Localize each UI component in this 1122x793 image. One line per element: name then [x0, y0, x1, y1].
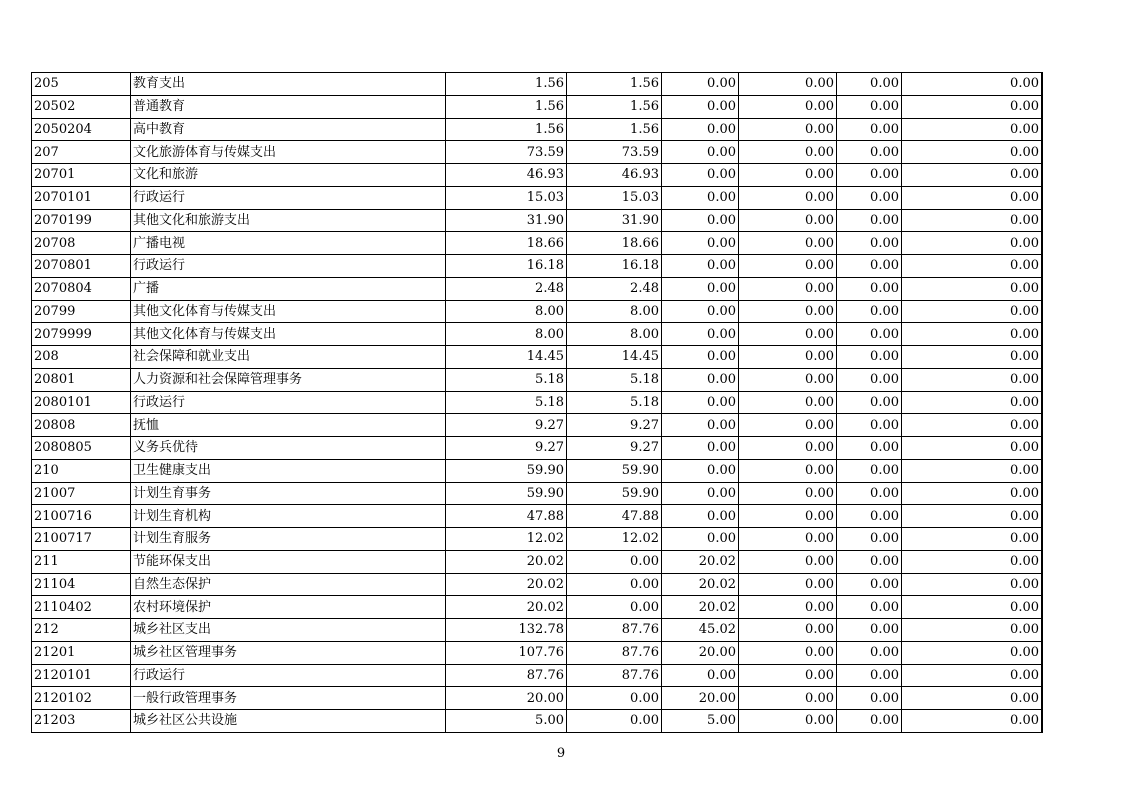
row-value-cell: 0.00 [662, 459, 739, 482]
row-code-cell: 2050204 [32, 118, 131, 141]
row-value-cell: 0.00 [837, 437, 902, 460]
row-value-cell: 0.00 [739, 255, 837, 278]
row-value-cell: 0.00 [837, 95, 902, 118]
table-row [32, 437, 1043, 460]
row-value-cell: 87.76 [567, 664, 662, 687]
row-value-cell: 0.00 [902, 664, 1043, 687]
row-name-cell: 广播 [131, 277, 446, 300]
table-row [32, 619, 1043, 642]
table-row [32, 596, 1043, 619]
row-value-cell: 0.00 [902, 414, 1043, 437]
row-name-cell: 文化和旅游 [131, 164, 446, 187]
row-code-cell: 20808 [32, 414, 131, 437]
row-code-cell: 21104 [32, 573, 131, 596]
table-row [32, 186, 1043, 209]
table-row [32, 641, 1043, 664]
row-value-cell: 0.00 [902, 73, 1043, 96]
row-value-cell: 0.00 [662, 141, 739, 164]
row-value-cell: 0.00 [837, 687, 902, 710]
row-value-cell: 0.00 [739, 118, 837, 141]
row-code-cell: 2070801 [32, 255, 131, 278]
row-value-cell: 0.00 [837, 164, 902, 187]
row-value-cell: 0.00 [902, 619, 1043, 642]
row-value-cell: 87.76 [446, 664, 567, 687]
row-value-cell: 0.00 [837, 141, 902, 164]
row-value-cell: 0.00 [739, 619, 837, 642]
row-value-cell: 14.45 [446, 346, 567, 369]
row-value-cell: 9.27 [446, 414, 567, 437]
row-code-cell: 20701 [32, 164, 131, 187]
row-value-cell: 5.00 [446, 710, 567, 733]
row-value-cell: 0.00 [739, 437, 837, 460]
row-code-cell: 2080805 [32, 437, 131, 460]
row-code-cell: 210 [32, 459, 131, 482]
row-value-cell: 0.00 [739, 710, 837, 733]
row-value-cell: 20.00 [662, 641, 739, 664]
row-value-cell: 15.03 [567, 186, 662, 209]
row-value-cell: 59.90 [567, 482, 662, 505]
row-name-cell: 行政运行 [131, 664, 446, 687]
row-value-cell: 0.00 [902, 482, 1043, 505]
row-value-cell: 20.02 [446, 550, 567, 573]
row-value-cell: 0.00 [739, 596, 837, 619]
row-value-cell: 0.00 [902, 118, 1043, 141]
row-value-cell: 0.00 [567, 710, 662, 733]
row-value-cell: 0.00 [739, 323, 837, 346]
row-value-cell: 87.76 [567, 619, 662, 642]
table-row [32, 300, 1043, 323]
row-name-cell: 行政运行 [131, 391, 446, 414]
row-value-cell: 0.00 [902, 141, 1043, 164]
row-name-cell: 其他文化和旅游支出 [131, 209, 446, 232]
row-value-cell: 8.00 [567, 300, 662, 323]
row-value-cell: 9.27 [446, 437, 567, 460]
row-value-cell: 0.00 [902, 437, 1043, 460]
row-value-cell: 0.00 [837, 391, 902, 414]
row-value-cell: 0.00 [902, 550, 1043, 573]
row-code-cell: 20708 [32, 232, 131, 255]
row-value-cell: 0.00 [662, 232, 739, 255]
row-name-cell: 社会保障和就业支出 [131, 346, 446, 369]
row-value-cell: 0.00 [662, 118, 739, 141]
row-code-cell: 2100716 [32, 505, 131, 528]
row-name-cell: 一般行政管理事务 [131, 687, 446, 710]
row-value-cell: 0.00 [837, 550, 902, 573]
row-value-cell: 0.00 [902, 255, 1043, 278]
row-value-cell: 0.00 [739, 277, 837, 300]
row-value-cell: 0.00 [837, 573, 902, 596]
row-code-cell: 2120102 [32, 687, 131, 710]
row-name-cell: 普通教育 [131, 95, 446, 118]
row-value-cell: 0.00 [662, 437, 739, 460]
row-value-cell: 0.00 [902, 391, 1043, 414]
row-value-cell: 73.59 [446, 141, 567, 164]
table-row [32, 391, 1043, 414]
row-value-cell: 31.90 [567, 209, 662, 232]
row-code-cell: 2080101 [32, 391, 131, 414]
row-name-cell: 城乡社区公共设施 [131, 710, 446, 733]
row-value-cell: 0.00 [739, 391, 837, 414]
row-value-cell: 0.00 [837, 346, 902, 369]
row-name-cell: 广播电视 [131, 232, 446, 255]
row-value-cell: 20.02 [446, 596, 567, 619]
table-row [32, 550, 1043, 573]
row-value-cell: 0.00 [902, 300, 1043, 323]
row-value-cell: 0.00 [902, 459, 1043, 482]
row-value-cell: 59.90 [567, 459, 662, 482]
table-row [32, 141, 1043, 164]
row-value-cell: 0.00 [837, 482, 902, 505]
row-value-cell: 0.00 [837, 414, 902, 437]
row-value-cell: 20.02 [446, 573, 567, 596]
row-value-cell: 0.00 [837, 255, 902, 278]
row-value-cell: 0.00 [902, 209, 1043, 232]
row-code-cell: 2110402 [32, 596, 131, 619]
table-row [32, 95, 1043, 118]
row-value-cell: 5.00 [662, 710, 739, 733]
row-value-cell: 0.00 [837, 232, 902, 255]
row-value-cell: 0.00 [837, 368, 902, 391]
row-value-cell: 46.93 [567, 164, 662, 187]
row-value-cell: 87.76 [567, 641, 662, 664]
row-code-cell: 2070199 [32, 209, 131, 232]
row-value-cell: 0.00 [662, 186, 739, 209]
table-row [32, 346, 1043, 369]
table-row [32, 255, 1043, 278]
row-value-cell: 0.00 [837, 664, 902, 687]
row-value-cell: 0.00 [902, 528, 1043, 551]
row-value-cell: 0.00 [902, 687, 1043, 710]
row-value-cell: 0.00 [902, 710, 1043, 733]
row-value-cell: 0.00 [739, 505, 837, 528]
row-value-cell: 1.56 [567, 73, 662, 96]
row-value-cell: 0.00 [662, 323, 739, 346]
row-value-cell: 0.00 [739, 73, 837, 96]
row-name-cell: 自然生态保护 [131, 573, 446, 596]
row-value-cell: 0.00 [662, 255, 739, 278]
row-value-cell: 107.76 [446, 641, 567, 664]
row-code-cell: 205 [32, 73, 131, 96]
row-code-cell: 211 [32, 550, 131, 573]
row-value-cell: 0.00 [662, 209, 739, 232]
row-value-cell: 0.00 [837, 710, 902, 733]
row-value-cell: 0.00 [837, 73, 902, 96]
row-value-cell: 0.00 [739, 687, 837, 710]
row-value-cell: 0.00 [739, 641, 837, 664]
row-code-cell: 20502 [32, 95, 131, 118]
row-value-cell: 0.00 [837, 641, 902, 664]
row-value-cell: 1.56 [567, 118, 662, 141]
table-row [32, 232, 1043, 255]
row-value-cell: 0.00 [902, 505, 1043, 528]
row-value-cell: 0.00 [739, 414, 837, 437]
row-value-cell: 5.18 [567, 368, 662, 391]
row-value-cell: 0.00 [902, 95, 1043, 118]
row-value-cell: 12.02 [446, 528, 567, 551]
row-value-cell: 0.00 [739, 368, 837, 391]
row-value-cell: 0.00 [662, 277, 739, 300]
table-row [32, 528, 1043, 551]
row-value-cell: 0.00 [902, 277, 1043, 300]
row-name-cell: 人力资源和社会保障管理事务 [131, 368, 446, 391]
row-code-cell: 2120101 [32, 664, 131, 687]
row-value-cell: 73.59 [567, 141, 662, 164]
table-row [32, 573, 1043, 596]
row-value-cell: 20.02 [662, 596, 739, 619]
row-value-cell: 0.00 [662, 95, 739, 118]
row-name-cell: 文化旅游体育与传媒支出 [131, 141, 446, 164]
row-value-cell: 8.00 [446, 300, 567, 323]
row-value-cell: 15.03 [446, 186, 567, 209]
table-row [32, 505, 1043, 528]
row-value-cell: 59.90 [446, 482, 567, 505]
table-row [32, 73, 1043, 96]
row-value-cell: 8.00 [567, 323, 662, 346]
row-code-cell: 20799 [32, 300, 131, 323]
row-value-cell: 1.56 [567, 95, 662, 118]
row-value-cell: 0.00 [567, 550, 662, 573]
row-name-cell: 教育支出 [131, 73, 446, 96]
row-value-cell: 0.00 [662, 368, 739, 391]
row-value-cell: 0.00 [662, 414, 739, 437]
table-row [32, 710, 1043, 733]
row-code-cell: 21201 [32, 641, 131, 664]
row-value-cell: 12.02 [567, 528, 662, 551]
row-value-cell: 5.18 [567, 391, 662, 414]
row-value-cell: 1.56 [446, 73, 567, 96]
row-value-cell: 0.00 [739, 209, 837, 232]
row-value-cell: 0.00 [662, 482, 739, 505]
row-value-cell: 16.18 [567, 255, 662, 278]
row-value-cell: 0.00 [837, 459, 902, 482]
row-value-cell: 2.48 [567, 277, 662, 300]
row-value-cell: 0.00 [837, 209, 902, 232]
row-value-cell: 47.88 [567, 505, 662, 528]
row-value-cell: 0.00 [739, 141, 837, 164]
row-value-cell: 0.00 [662, 300, 739, 323]
row-value-cell: 0.00 [739, 346, 837, 369]
row-value-cell: 0.00 [739, 482, 837, 505]
table-row [32, 118, 1043, 141]
row-value-cell: 0.00 [739, 186, 837, 209]
row-value-cell: 0.00 [739, 528, 837, 551]
row-name-cell: 行政运行 [131, 186, 446, 209]
row-value-cell: 45.02 [662, 619, 739, 642]
row-code-cell: 2070804 [32, 277, 131, 300]
row-name-cell: 其他文化体育与传媒支出 [131, 323, 446, 346]
row-value-cell: 0.00 [662, 346, 739, 369]
table-row [32, 164, 1043, 187]
row-value-cell: 0.00 [902, 323, 1043, 346]
row-value-cell: 59.90 [446, 459, 567, 482]
row-value-cell: 0.00 [662, 73, 739, 96]
row-name-cell: 城乡社区支出 [131, 619, 446, 642]
row-value-cell: 0.00 [837, 323, 902, 346]
row-code-cell: 208 [32, 346, 131, 369]
row-value-cell: 0.00 [902, 596, 1043, 619]
row-value-cell: 0.00 [902, 346, 1043, 369]
row-name-cell: 节能环保支出 [131, 550, 446, 573]
row-value-cell: 47.88 [446, 505, 567, 528]
row-code-cell: 21203 [32, 710, 131, 733]
row-name-cell: 计划生育服务 [131, 528, 446, 551]
row-value-cell: 0.00 [567, 596, 662, 619]
row-name-cell: 其他文化体育与传媒支出 [131, 300, 446, 323]
row-value-cell: 9.27 [567, 437, 662, 460]
row-value-cell: 16.18 [446, 255, 567, 278]
budget-table [31, 72, 1043, 733]
row-name-cell: 抚恤 [131, 414, 446, 437]
row-value-cell: 0.00 [662, 664, 739, 687]
table-row [32, 482, 1043, 505]
row-value-cell: 0.00 [837, 300, 902, 323]
row-name-cell: 计划生育事务 [131, 482, 446, 505]
row-value-cell: 8.00 [446, 323, 567, 346]
row-value-cell: 9.27 [567, 414, 662, 437]
row-value-cell: 2.48 [446, 277, 567, 300]
page-number: 9 [556, 746, 566, 761]
row-code-cell: 212 [32, 619, 131, 642]
row-value-cell: 0.00 [837, 277, 902, 300]
row-value-cell: 18.66 [567, 232, 662, 255]
table-row [32, 687, 1043, 710]
row-code-cell: 21007 [32, 482, 131, 505]
table-row [32, 209, 1043, 232]
row-value-cell: 0.00 [662, 528, 739, 551]
row-value-cell: 0.00 [837, 505, 902, 528]
row-code-cell: 2070101 [32, 186, 131, 209]
row-value-cell: 20.02 [662, 573, 739, 596]
row-value-cell: 0.00 [739, 459, 837, 482]
row-value-cell: 20.00 [662, 687, 739, 710]
row-value-cell: 0.00 [902, 164, 1043, 187]
row-value-cell: 0.00 [739, 550, 837, 573]
row-value-cell: 18.66 [446, 232, 567, 255]
table-row [32, 414, 1043, 437]
table-row [32, 277, 1043, 300]
row-value-cell: 31.90 [446, 209, 567, 232]
row-value-cell: 0.00 [837, 528, 902, 551]
row-value-cell: 0.00 [662, 505, 739, 528]
row-name-cell: 义务兵优待 [131, 437, 446, 460]
row-value-cell: 14.45 [567, 346, 662, 369]
row-value-cell: 0.00 [739, 164, 837, 187]
row-value-cell: 0.00 [739, 95, 837, 118]
row-value-cell: 132.78 [446, 619, 567, 642]
row-value-cell: 20.02 [662, 550, 739, 573]
row-name-cell: 城乡社区管理事务 [131, 641, 446, 664]
table-row [32, 368, 1043, 391]
row-value-cell: 46.93 [446, 164, 567, 187]
row-value-cell: 0.00 [837, 186, 902, 209]
table-row [32, 664, 1043, 687]
row-value-cell: 0.00 [567, 687, 662, 710]
row-value-cell: 0.00 [837, 118, 902, 141]
row-value-cell: 0.00 [739, 300, 837, 323]
row-value-cell: 1.56 [446, 95, 567, 118]
row-value-cell: 0.00 [662, 391, 739, 414]
row-value-cell: 0.00 [739, 573, 837, 596]
row-value-cell: 20.00 [446, 687, 567, 710]
table-row [32, 323, 1043, 346]
row-value-cell: 0.00 [837, 619, 902, 642]
row-name-cell: 农村环境保护 [131, 596, 446, 619]
row-value-cell: 0.00 [662, 164, 739, 187]
row-name-cell: 高中教育 [131, 118, 446, 141]
row-value-cell: 0.00 [902, 368, 1043, 391]
row-value-cell: 0.00 [567, 573, 662, 596]
row-value-cell: 0.00 [739, 232, 837, 255]
row-code-cell: 2100717 [32, 528, 131, 551]
row-value-cell: 0.00 [902, 232, 1043, 255]
row-code-cell: 207 [32, 141, 131, 164]
row-code-cell: 20801 [32, 368, 131, 391]
row-value-cell: 5.18 [446, 368, 567, 391]
row-value-cell: 1.56 [446, 118, 567, 141]
row-value-cell: 0.00 [902, 573, 1043, 596]
row-value-cell: 5.18 [446, 391, 567, 414]
table-body [32, 73, 1043, 733]
row-name-cell: 计划生育机构 [131, 505, 446, 528]
budget-table-container [31, 72, 1043, 733]
row-name-cell: 卫生健康支出 [131, 459, 446, 482]
table-row [32, 459, 1043, 482]
row-value-cell: 0.00 [739, 664, 837, 687]
row-name-cell: 行政运行 [131, 255, 446, 278]
row-value-cell: 0.00 [902, 186, 1043, 209]
row-code-cell: 2079999 [32, 323, 131, 346]
row-value-cell: 0.00 [837, 596, 902, 619]
row-value-cell: 0.00 [902, 641, 1043, 664]
